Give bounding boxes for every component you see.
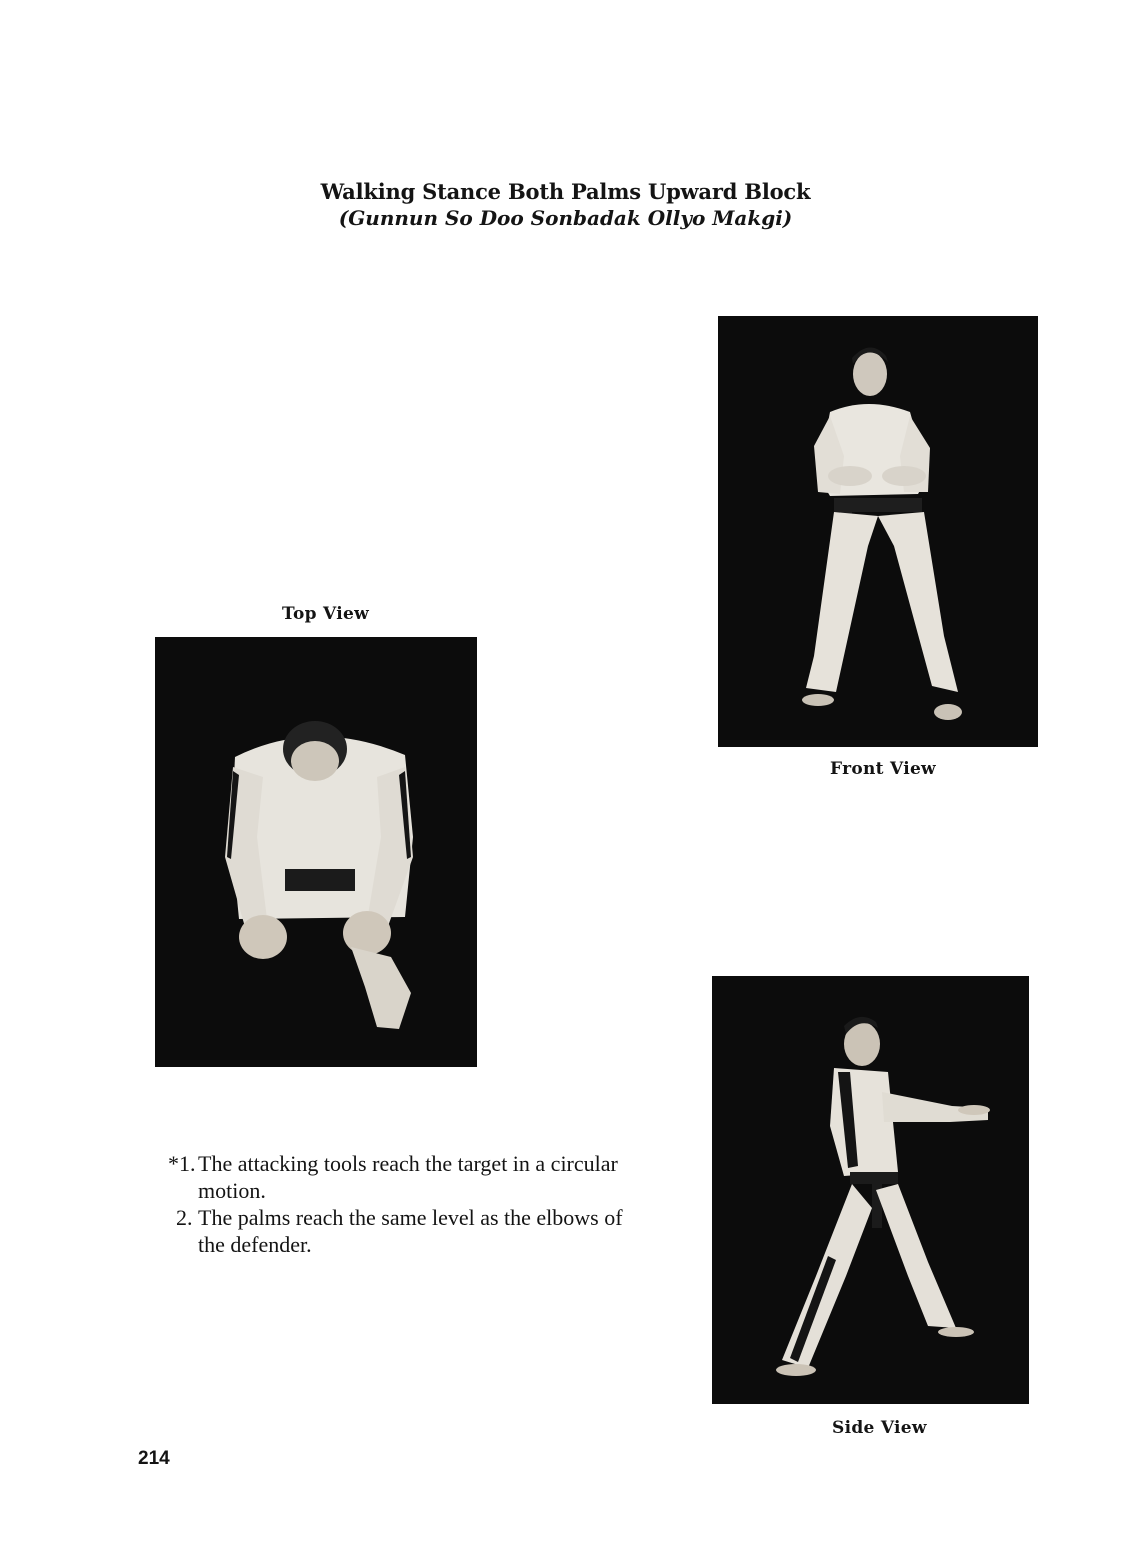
note-text: The palms reach the same level as the elbows of the defender. xyxy=(198,1205,623,1257)
page-title xyxy=(0,178,1131,231)
top-view-figure xyxy=(155,637,477,1067)
note-marker: 2. xyxy=(176,1205,193,1230)
top-view-photo xyxy=(155,637,477,1067)
note-item xyxy=(168,1204,648,1258)
side-view-figure xyxy=(712,976,1029,1404)
title-subtitle: (Gunnun So Doo Sonbadak Ollyo Makgi) xyxy=(338,206,793,230)
notes-list xyxy=(168,1150,648,1258)
side-view-caption: Side View xyxy=(832,1418,927,1438)
top-view-caption: Top View xyxy=(282,604,370,624)
page-number: 214 xyxy=(138,1448,170,1469)
note-marker: *1. xyxy=(168,1151,196,1176)
note-text: The attacking tools reach the target in a circular motion. xyxy=(198,1151,618,1203)
note-item xyxy=(168,1150,648,1204)
side-view-photo xyxy=(712,976,1029,1404)
front-view-caption: Front View xyxy=(830,759,936,779)
front-view-photo xyxy=(718,316,1038,747)
title-main: Walking Stance Both Palms Upward Block xyxy=(320,179,811,204)
front-view-figure xyxy=(718,316,1038,747)
